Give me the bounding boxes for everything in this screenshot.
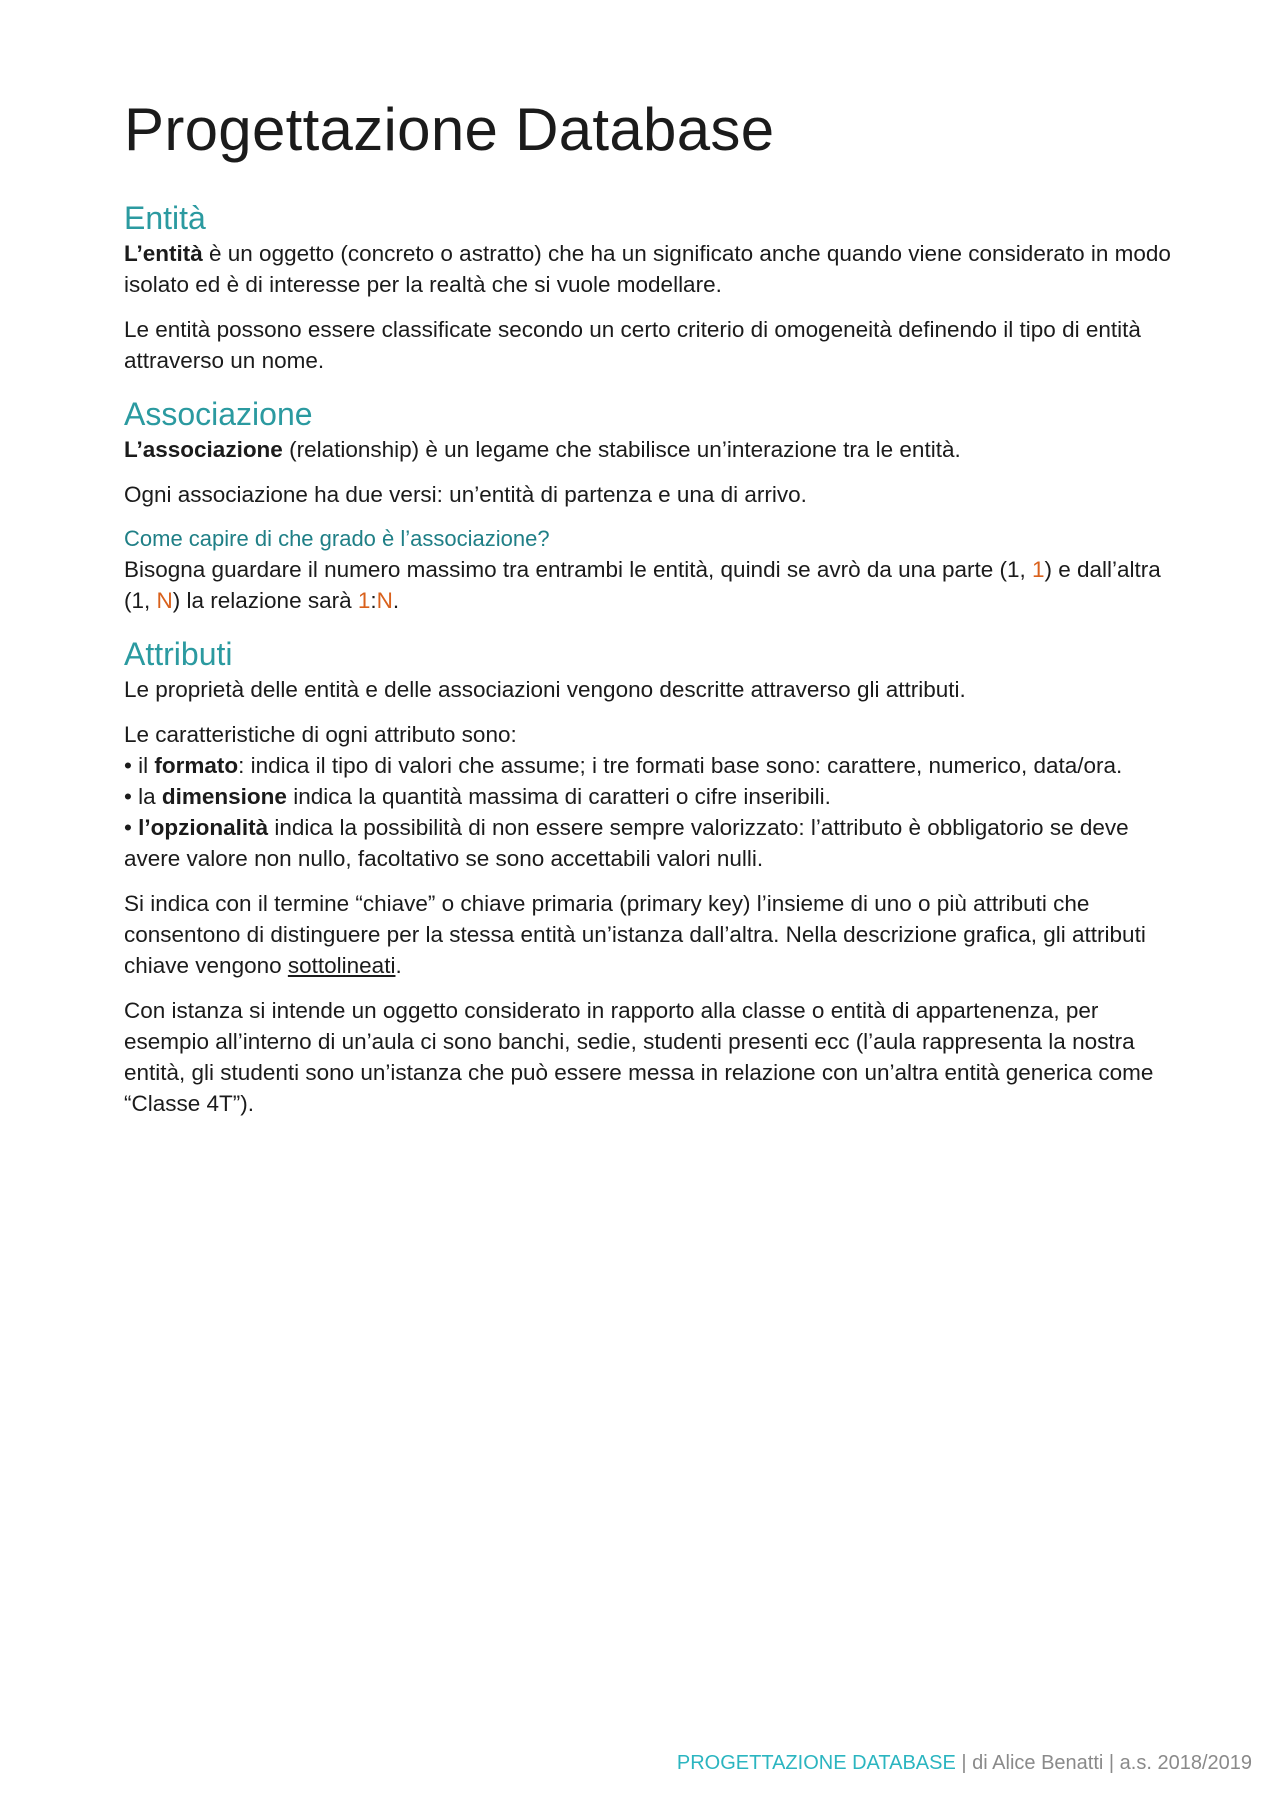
text-span: : indica il tipo di valori che assume; i tre formati base sono: carattere, numerico, data/ora. — [238, 753, 1123, 778]
text-span: ) e dall’altra (1, — [124, 557, 1161, 613]
section-title-attributi: Attributi — [124, 636, 233, 672]
section-title-entita: Entità — [124, 200, 206, 236]
page-footer — [677, 1752, 1252, 1775]
document-body — [124, 92, 1174, 1137]
footer-separator: | — [955, 1752, 973, 1774]
text-span: indica la quantità massima di caratteri o cifre inseribili. — [286, 784, 831, 809]
section-associazione — [124, 394, 1174, 616]
ratio-colon: : — [370, 588, 377, 613]
paragraph-entita-definition — [124, 238, 1174, 300]
text-span: . — [395, 953, 402, 978]
list-item-dimensione — [124, 784, 831, 809]
list-item-formato — [124, 753, 1122, 778]
text-span: (relationship) è un legame che stabilisce un’interazione tra le entità. — [282, 437, 961, 462]
text-span: la — [138, 784, 162, 809]
underlined-term: sottolineati — [287, 953, 396, 978]
ratio-one: 1 — [357, 588, 371, 613]
term-entita: L’entità — [124, 241, 203, 266]
subsection-title-grado: Come capire di che grado è l’associazione? — [124, 526, 550, 551]
ratio-n: N — [376, 588, 393, 613]
section-title-associazione: Associazione — [124, 396, 313, 432]
text-span: Bisogna guardare il numero massimo tra entrambi le entità, quindi se avrò da una parte (1, — [124, 557, 1032, 582]
text-span: Si indica con il termine “chiave” o chiave primaria (primary key) l’insieme di uno o più attributi che consentono di distinguere per la stessa entità un’istanza dall’altra. Nella descrizione grafica, gli attributi chiave vengono — [124, 891, 1146, 978]
paragraph-grado — [124, 554, 1174, 616]
term-associazione: L’associazione — [124, 437, 283, 462]
cardinality-one: 1 — [1032, 557, 1045, 582]
text-span: indica la possibilità di non essere sempre valorizzato: l’attributo è obbligatorio se deve avere valore non nullo, facoltativo se sono accettabili valori nulli. — [124, 815, 1129, 871]
cardinality-n: N — [156, 588, 173, 613]
paragraph-attributi-intro: Le proprietà delle entità e delle associazioni vengono descritte attraverso gli attributi. — [124, 677, 966, 702]
paragraph-associazione-definition — [124, 434, 1174, 465]
term-formato: formato — [154, 753, 239, 778]
footer-year: a.s. 2018/2019 — [1119, 1752, 1252, 1774]
paragraph-entita-classification: Le entità possono essere classificate secondo un certo criterio di omogeneità definendo il tipo di entità attraverso un nome. — [124, 317, 1141, 373]
term-dimensione: dimensione — [161, 784, 287, 809]
bullet: • — [124, 784, 139, 809]
text-span: . — [392, 588, 400, 613]
paragraph-associazione-versi: Ogni associazione ha due versi: un’entità di partenza e una di arrivo. — [124, 482, 807, 507]
page-title: Progettazione Database — [124, 96, 775, 163]
text-span: ) la relazione sarà — [172, 588, 358, 613]
section-attributi — [124, 634, 1174, 1119]
footer-author: di Alice Benatti — [972, 1752, 1104, 1774]
term-opzionalita: l’opzionalità — [138, 815, 269, 840]
bullet: • — [124, 815, 139, 840]
paragraph-attributi-list — [124, 719, 1174, 874]
footer-separator: | — [1103, 1752, 1120, 1774]
section-entita — [124, 198, 1174, 376]
list-item-opzionalita — [124, 815, 1129, 871]
text-span: è un oggetto (concreto o astratto) che ha un significato anche quando viene considerato in modo isolato ed è di interesse per la realtà che si vuole modellare. — [124, 241, 1171, 297]
paragraph-istanza: Con istanza si intende un oggetto considerato in rapporto alla classe o entità di appartenenza, per esempio all’interno di un’aula ci sono banchi, sedie, studenti presenti ecc (l’aula rappresenta la nostra entità, gli studenti sono un’istanza che può essere messa in relazione con un’altra entità generica come “Classe 4T”). — [124, 998, 1154, 1116]
list-intro: Le caratteristiche di ogni attributo sono: — [124, 722, 517, 747]
bullet: • — [124, 753, 139, 778]
paragraph-chiave — [124, 888, 1174, 981]
text-span: il — [138, 753, 155, 778]
footer-title: PROGETTAZIONE DATABASE — [676, 1752, 956, 1774]
